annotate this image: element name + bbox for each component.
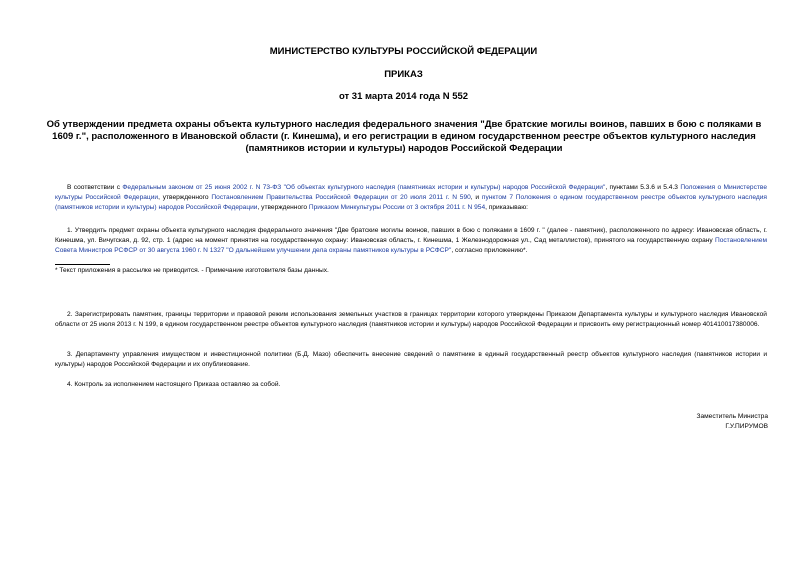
item-3-paragraph: 3. Департаменту управления имуществом и инвестиционной политики (Б.Д. Мазо) обеспечить внесение сведений о памятнике в единый государственный реестр объектов культурного наследия (памятников истории и культуры) народов Российской Федерации и их опубликование.	[55, 351, 767, 368]
preamble-text: , утвержденного	[257, 204, 309, 211]
item-1-paragraph	[55, 226, 767, 256]
item-4-paragraph: 4. Контроль за исполнением настоящего Приказа оставляю за собой.	[67, 381, 281, 388]
link-registry-regulation[interactable]: пунктом 7 Положения о едином государственном реестре объектов культурного наследия (памятников истории и культуры) народов Российской Федерации	[55, 194, 768, 211]
link-ministry-order[interactable]: Приказом Минкультуры России от 3 октября 2011 г. N 954	[308, 204, 486, 211]
signatory-position: Заместитель Министра	[696, 413, 768, 420]
document-type: ПРИКАЗ	[384, 69, 423, 80]
item-1-text: , согласно приложению*.	[451, 247, 528, 254]
link-council-decree[interactable]: Постановлением Совета Министров РСФСР от 30 августа 1960 г. N 1327 "О дальнейшем улучшении дела охраны памятников культуры в РСФСР"	[55, 237, 767, 254]
preamble-paragraph	[55, 183, 767, 213]
document-title: Об утверждении предмета охраны объекта культурного наследия федерального значения "Две братские могилы воинов, павших в бою с поляками в 1609 г.", расположенного в Ивановской области (г. Кинешма), и его регистрации в едином государственном реестре объектов культурного наследия (памятников истории и культуры) народов Российской Федерации	[46, 119, 762, 154]
signatory-name: Г.У.ПИРУМОВ	[725, 423, 768, 430]
preamble-text: , приказываю:	[485, 204, 528, 211]
item-1-text: 1. Утвердить предмет охраны объекта культурного наследия федерального значения "Две братские могилы воинов, павших в бою с поляками в 1609 г. " (далее - памятник), расположенного по адресу: Ивановская область, г. Кинешма, ул. Вичугская, д. 92, стр. 1 (адрес на момент принятия на государственную охрану: Ивановская область, г. Кинешма, 1 Железнодорожная ул., Сад металлистов), принятого на государственную охрану	[55, 227, 767, 244]
preamble-text: , утвержденного	[158, 194, 212, 201]
preamble-text: , пунктами 5.3.6 и 5.4.3	[605, 184, 681, 191]
preamble-text: В соответствии с	[67, 184, 123, 191]
link-federal-law[interactable]: Федеральным законом от 25 июня 2002 г. N 73-ФЗ "Об объектах культурного наследия (памятниках истории и культуры) народов Российской Федерации"	[122, 184, 606, 191]
footnote: * Текст приложения в рассылке не приводится. - Примечание изготовителя базы данных.	[55, 267, 329, 274]
footnote-divider	[55, 264, 110, 265]
document-date-number: от 31 марта 2014 года N 552	[338, 91, 469, 102]
preamble-text: , и	[470, 194, 482, 201]
link-ministry-regulation[interactable]: Положения о Министерстве культуры Российской Федерации	[55, 184, 767, 201]
link-government-decree[interactable]: Постановлением Правительства Российской Федерации от 20 июля 2011 г. N 590	[211, 194, 471, 201]
ministry-heading: МИНИСТЕРСТВО КУЛЬТУРЫ РОССИЙСКОЙ ФЕДЕРАЦИИ	[269, 46, 538, 57]
item-2-paragraph: 2. Зарегистрировать памятник, границы территории и правовой режим использования земельных участков в границах территории которого утверждены Приказом Департамента культуры и культурного наследия Ивановской области от 25 июля 2013 г. N 199, в едином государственном реестре объектов культурного наследия (памятников истории и культуры) народов Российской Федерации и присвоить ему регистрационный номер 401410017380006.	[55, 311, 767, 328]
